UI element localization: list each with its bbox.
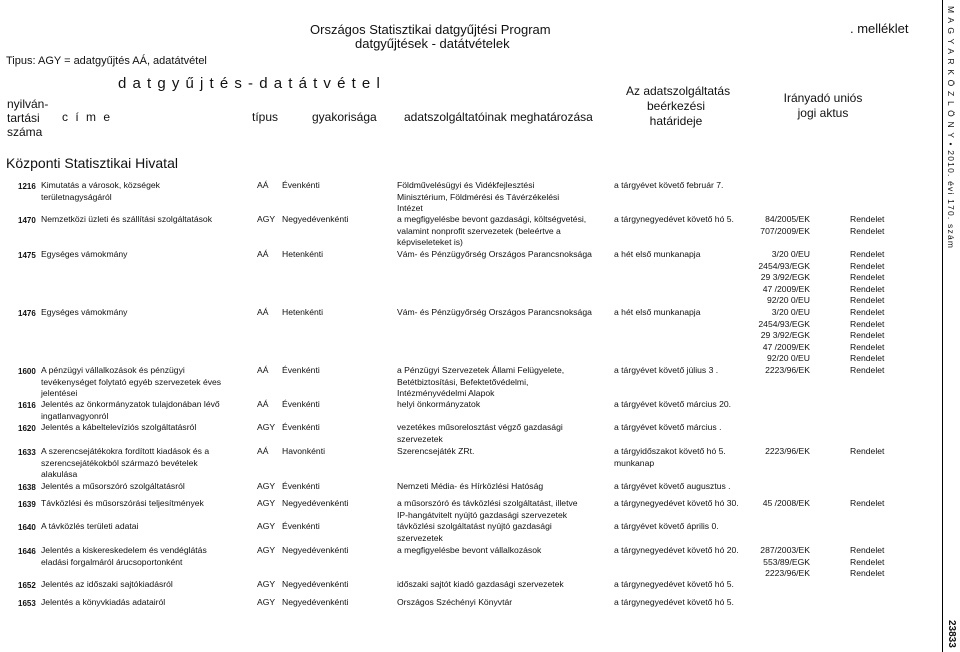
col-nyilv-line3: száma [7, 125, 43, 139]
row-frequency [282, 214, 348, 226]
row-title-line: A szerencsejátékokra fordított kiadások és a [41, 446, 210, 456]
col-hatarido-line3: határideje [649, 114, 703, 128]
row-title [41, 579, 173, 591]
page-number: 23833 [946, 620, 957, 648]
row-frequency-line: Évenkénti [282, 180, 320, 190]
row-type-line: AGY [257, 579, 276, 589]
row-type-line: AÁ [257, 365, 269, 375]
program-title-line1: Országos Statisztikai datgyűjtési Program [310, 22, 551, 37]
row-deadline-line: a tárgynegyedévet követő hó 30. [614, 498, 739, 508]
row-title-line: Jelentés a kábeltelevíziós szolgáltatásról [41, 422, 197, 432]
row-deadline-line: a tárgyévet követő április 0. [614, 521, 719, 531]
row-deadline-line: a tárgynegyedévet követő hó 5. [614, 597, 734, 607]
row-legal-act [746, 249, 810, 307]
row-legal-act [746, 214, 810, 237]
row-type [257, 422, 275, 434]
row-data-provider [397, 579, 564, 591]
row-data-provider [397, 214, 586, 249]
row-title-line: alakulása [41, 469, 78, 479]
col-hatarido-line2: beérkezési [646, 99, 706, 113]
row-data-provider [397, 422, 563, 445]
row-title-line: ingatlanvagyonról [41, 410, 109, 421]
row-legal-act-type [850, 498, 884, 510]
row-legal-act-line: 29 3/92/EGK [760, 330, 810, 340]
row-frequency-line: Negyedévenkénti [282, 545, 349, 555]
row-title-line: tevékenységet folytató egyéb szervezetek éves [41, 376, 222, 387]
row-frequency-line: Évenkénti [282, 422, 320, 432]
row-legal-act-line: 2223/96/EK [765, 568, 810, 578]
row-type-line: AÁ [257, 307, 269, 317]
row-number-line: 1639 [18, 500, 36, 509]
row-title-line: A pénzügyi vállalkozások és pénzügyi [41, 365, 185, 375]
row-legal-act-type-line: Rendelet [850, 330, 885, 340]
section-title-adatgyujtes-adatatvetel: d a t g y ű j t é s - d a t á t v é t e l [118, 75, 381, 92]
row-deadline-line: a tárgyévet követő március 20. [614, 399, 732, 409]
row-type-line: AGY [257, 481, 276, 491]
row-title [41, 249, 127, 261]
type-legend: Tipus: AGY = adatgyűjtés AÁ, adatátvétel [6, 55, 207, 67]
row-type-line: AÁ [257, 249, 269, 259]
row-frequency [282, 481, 320, 493]
row-legal-act-line: 29 3/92/EGK [760, 272, 810, 282]
row-number [18, 546, 36, 558]
row-data-provider-line: Nemzeti Média- és Hírközlési Hatóság [397, 481, 544, 491]
column-header-jogi-aktus [778, 91, 868, 121]
row-frequency [282, 365, 320, 377]
row-number [18, 447, 36, 459]
row-number-line: 1476 [18, 309, 36, 318]
row-legal-act [746, 446, 810, 458]
institution-heading: Központi Statisztikai Hivatal [6, 155, 178, 171]
row-legal-act-line: 92/20 0/EU [767, 353, 810, 363]
row-deadline-line: a tárgynegyedévet követő hó 5. [614, 579, 734, 589]
row-legal-act-line: 2223/96/EK [765, 446, 810, 456]
program-title-line2: datgyűjtések - datátvételek [355, 36, 510, 51]
row-legal-act-line: 2454/93/EGK [758, 318, 810, 329]
row-data-provider-line: a Pénzügyi Szervezetek Állami Felügyelete, [397, 365, 565, 375]
row-legal-act-type [850, 446, 884, 458]
row-frequency [282, 180, 320, 192]
row-number-line: 1638 [18, 483, 36, 492]
row-type [257, 597, 275, 609]
row-deadline-line: a tárgynegyedévet követő hó 20. [614, 545, 739, 555]
row-frequency-line: Havonkénti [282, 446, 325, 456]
row-frequency-line: Negyedévenkénti [282, 579, 349, 589]
row-data-provider [397, 399, 480, 411]
row-number-line: 1653 [18, 599, 36, 608]
row-legal-act-type-line: Rendelet [850, 283, 885, 294]
row-legal-act-line: 92/20 0/EU [767, 295, 810, 305]
row-legal-act [746, 545, 810, 580]
row-legal-act-line: 47 /2009/EK [762, 283, 810, 294]
row-type-line: AGY [257, 521, 276, 531]
row-data-provider-line: IP-hangátvitelt nyújtó gazdasági szervezetek [397, 509, 568, 520]
row-data-provider-line: a megfigyelésbe bevont gazdasági, költségvetési, [397, 214, 587, 224]
row-number [18, 522, 36, 534]
col-jogi-line2: jogi aktus [797, 106, 849, 120]
row-frequency-line: Hetenkénti [282, 307, 324, 317]
row-data-provider [397, 307, 592, 319]
row-legal-act-type-line: Rendelet [850, 295, 885, 305]
row-number-line: 1475 [18, 251, 36, 260]
row-legal-act [746, 498, 810, 510]
row-title [41, 180, 160, 203]
row-title [41, 498, 204, 510]
row-type-line: AGY [257, 498, 276, 508]
row-deadline [614, 579, 734, 591]
row-data-provider-line: időszaki sajtót kiadó gazdasági szervezetek [397, 579, 564, 589]
column-header-cime: c í m e [62, 110, 113, 124]
row-deadline-line: munkanap [614, 457, 655, 468]
row-frequency-line: Évenkénti [282, 365, 320, 375]
row-number-line: 1620 [18, 424, 36, 433]
row-deadline [614, 597, 734, 609]
row-legal-act-line: 47 /2009/EK [762, 341, 810, 352]
column-header-adatszolgaltatok: adatszolgáltatóinak meghatározása [404, 110, 593, 124]
row-data-provider-line: Intézet [397, 203, 423, 213]
row-frequency-line: Negyedévenkénti [282, 597, 349, 607]
col-hatarido-line1: Az adatszolgáltatás [626, 84, 731, 98]
row-deadline [614, 214, 734, 226]
row-title-line: Kimutatás a városok, községek [41, 180, 160, 190]
row-frequency [282, 307, 323, 319]
row-data-provider-line: a megfigyelésbe bevont vállalkozások [397, 545, 542, 555]
row-legal-act-line: 3/20 0/EU [771, 249, 810, 259]
row-data-provider-line: valamint nonprofit szervezetek (beleértve a [397, 225, 561, 236]
row-deadline [614, 422, 721, 434]
row-deadline-line: a tárgynegyedévet követő hó 5. [614, 214, 734, 224]
row-title-line: Egységes vámokmány [41, 307, 128, 317]
row-data-provider-line: Országos Széchényi Könyvtár [397, 597, 513, 607]
row-number [18, 366, 36, 378]
row-legal-act-line: 287/2003/EK [760, 545, 810, 555]
row-number [18, 482, 36, 494]
row-type-line: AGY [257, 545, 276, 555]
row-number [18, 423, 36, 435]
row-legal-act-type-line: Rendelet [850, 568, 885, 578]
row-deadline-line: a tárgyidőszakot követő hó 5. [614, 446, 726, 456]
row-deadline [614, 180, 723, 192]
row-legal-act-type-line: Rendelet [850, 225, 885, 236]
row-data-provider-line: távközlési szolgáltatást nyújtó gazdasági [397, 521, 552, 531]
row-number-line: 1652 [18, 581, 36, 590]
row-number [18, 308, 36, 320]
row-legal-act [746, 307, 810, 365]
row-type-line: AGY [257, 422, 276, 432]
row-title [41, 422, 196, 434]
row-title-line: Egységes vámokmány [41, 249, 128, 259]
column-header-nyilvantartasi-szama [7, 97, 48, 139]
row-type [257, 307, 268, 319]
row-data-provider-line: vezetékes műsorelosztást végző gazdasági [397, 422, 563, 432]
row-frequency-line: Évenkénti [282, 521, 320, 531]
row-data-provider-line: Betétbiztosítási, Befektetővédelmi, [397, 376, 529, 387]
row-deadline [614, 481, 731, 493]
row-deadline-line: a hét első munkanapja [614, 307, 701, 317]
row-data-provider [397, 180, 559, 215]
row-frequency [282, 521, 320, 533]
row-title-line: Távközlési és műsorszórási teljesítmények [41, 498, 204, 508]
row-number-line: 1470 [18, 216, 36, 225]
row-title [41, 545, 207, 568]
row-legal-act-type [850, 365, 884, 377]
row-data-provider-line: szervezetek [397, 532, 443, 543]
row-legal-act-line: 3/20 0/EU [771, 307, 810, 317]
row-number [18, 580, 36, 592]
row-legal-act-type-line: Rendelet [850, 260, 885, 271]
melleklet-label: . melléklet [850, 21, 909, 36]
row-title [41, 214, 212, 226]
row-data-provider-line: Szerencsejáték ZRt. [397, 446, 475, 456]
row-data-provider [397, 249, 592, 261]
row-number [18, 598, 36, 610]
row-title [41, 481, 185, 493]
row-deadline [614, 399, 731, 411]
row-legal-act-line: 84/2005/EK [765, 214, 810, 224]
row-frequency-line: Negyedévenkénti [282, 214, 349, 224]
row-data-provider-line: szervezetek [397, 433, 443, 444]
row-frequency-line: Hetenkénti [282, 249, 324, 259]
row-type [257, 498, 275, 510]
row-deadline-line: a tárgyévet követő július 3 . [614, 365, 719, 375]
row-frequency-line: Negyedévenkénti [282, 498, 349, 508]
row-type-line: AÁ [257, 446, 269, 456]
row-title [41, 399, 220, 422]
row-legal-act-line: 707/2009/EK [760, 225, 810, 236]
row-number [18, 181, 36, 193]
row-frequency [282, 597, 348, 609]
row-data-provider-line: helyi önkormányzatok [397, 399, 481, 409]
row-number [18, 250, 36, 262]
column-header-beerkezesi-hatarido [626, 84, 731, 129]
row-title-line: területnagyságáról [41, 191, 112, 202]
row-title [41, 521, 138, 533]
row-legal-act-type [850, 214, 884, 237]
row-legal-act-type-line: Rendelet [850, 446, 885, 456]
journal-sidebar [942, 0, 960, 652]
row-number [18, 499, 36, 511]
row-data-provider [397, 545, 541, 557]
row-legal-act-type-line: Rendelet [850, 214, 885, 224]
row-legal-act-type [850, 249, 884, 307]
row-number [18, 400, 36, 412]
row-frequency [282, 249, 323, 261]
row-legal-act-type-line: Rendelet [850, 545, 885, 555]
row-deadline [614, 446, 726, 469]
row-type [257, 365, 268, 377]
row-data-provider [397, 521, 552, 544]
row-legal-act-type-line: Rendelet [850, 498, 885, 508]
col-nyilv-line1: nyilván- [7, 97, 49, 111]
row-deadline-line: a tárgyévet követő március . [614, 422, 722, 432]
row-title-line: Jelentés az önkormányzatok tulajdonában lévő [41, 399, 220, 409]
row-title-line: Jelentés a kiskereskedelem és vendéglátás [41, 545, 207, 555]
row-title-line: Jelentés az időszaki sajtókiadásról [41, 579, 173, 589]
row-type [257, 214, 275, 226]
row-frequency [282, 399, 320, 411]
row-data-provider-line: Minisztérium, Földmérési és Távérzékelési [397, 191, 560, 202]
row-type [257, 249, 268, 261]
row-legal-act-type-line: Rendelet [850, 272, 885, 282]
row-legal-act-type-line: Rendelet [850, 365, 885, 375]
row-legal-act-type-line: Rendelet [850, 341, 885, 352]
row-data-provider [397, 498, 578, 521]
row-number-line: 1616 [18, 401, 36, 410]
row-type-line: AÁ [257, 399, 269, 409]
column-header-gyakorisaga: gyakorisága [312, 110, 377, 124]
column-header-tipus: típus [252, 110, 279, 124]
row-data-provider [397, 365, 564, 400]
row-data-provider-line: Vám- és Pénzügyőrség Országos Parancsnoksága [397, 249, 592, 259]
row-legal-act-type-line: Rendelet [850, 249, 885, 259]
row-data-provider [397, 597, 512, 609]
row-title-line: Nemzetközi üzleti és szállítási szolgáltatások [41, 214, 212, 224]
row-frequency [282, 498, 348, 510]
row-deadline [614, 521, 719, 533]
row-number-line: 1640 [18, 523, 36, 532]
row-type-line: AGY [257, 597, 276, 607]
col-nyilv-line2: tartási [7, 111, 40, 125]
row-deadline [614, 249, 700, 261]
row-title-line: eladási forgalmáról árucsoportonként [41, 556, 183, 567]
row-number-line: 1600 [18, 367, 36, 376]
row-frequency-line: Évenkénti [282, 481, 320, 491]
row-data-provider-line: a műsorszóró és távközlési szolgáltatást, illetve [397, 498, 578, 508]
row-legal-act-line: 553/89/EGK [763, 556, 810, 567]
row-title-line: Jelentés a műsorszóró szolgáltatásról [41, 481, 185, 491]
row-legal-act-line: 45 /2008/EK [762, 498, 810, 508]
row-type-line: AGY [257, 214, 276, 224]
row-legal-act-line: 2223/96/EK [765, 365, 810, 375]
row-frequency [282, 446, 325, 458]
row-legal-act [746, 365, 810, 377]
row-legal-act-type [850, 545, 884, 580]
row-title [41, 446, 209, 481]
row-number [18, 215, 36, 227]
row-deadline-line: a hét első munkanapja [614, 249, 701, 259]
row-type [257, 399, 268, 411]
row-title-line: szerencsejátékokból származó bevételek [41, 457, 198, 468]
row-legal-act-line: 2454/93/EGK [758, 260, 810, 271]
row-legal-act-type-line: Rendelet [850, 307, 885, 317]
row-number-line: 1633 [18, 448, 36, 457]
sidebar-divider [942, 0, 943, 652]
row-number-line: 1646 [18, 547, 36, 556]
row-data-provider-line: Földművelésügyi és Vidékfejlesztési [397, 180, 535, 190]
row-title [41, 365, 221, 400]
row-number-line: 1216 [18, 182, 36, 191]
row-frequency [282, 422, 320, 434]
row-deadline-line: a tárgyévet követő augusztus . [614, 481, 731, 491]
row-frequency [282, 579, 348, 591]
row-type [257, 180, 268, 192]
row-frequency-line: Évenkénti [282, 399, 320, 409]
row-frequency [282, 545, 348, 557]
row-deadline [614, 307, 700, 319]
row-data-provider-line: képviseleteket is) [397, 237, 463, 247]
row-type [257, 521, 275, 533]
row-data-provider [397, 446, 474, 458]
row-type [257, 481, 275, 493]
row-legal-act-type-line: Rendelet [850, 556, 885, 567]
row-type [257, 579, 275, 591]
row-type-line: AÁ [257, 180, 269, 190]
row-deadline [614, 365, 718, 377]
row-legal-act-type [850, 307, 884, 365]
row-legal-act-type-line: Rendelet [850, 353, 885, 363]
row-deadline [614, 498, 739, 510]
row-data-provider-line: Intézményvédelmi Alapok [397, 388, 495, 398]
row-deadline-line: a tárgyévet követő február 7. [614, 180, 724, 190]
row-data-provider [397, 481, 543, 493]
row-legal-act-type-line: Rendelet [850, 318, 885, 329]
row-deadline [614, 545, 739, 557]
row-title-line: Jelentés a könyvkiadás adatairól [41, 597, 166, 607]
row-title-line: jelentései [41, 388, 78, 398]
journal-title: M A G Y A R K Ö Z L Ö N Y • 2010. évi 170. szám [946, 6, 956, 250]
row-type [257, 446, 268, 458]
row-data-provider-line: Vám- és Pénzügyőrség Országos Parancsnoksága [397, 307, 592, 317]
row-type [257, 545, 275, 557]
col-jogi-line1: Irányadó uniós [783, 91, 863, 105]
row-title [41, 597, 165, 609]
row-title [41, 307, 127, 319]
row-title-line: A távközlés területi adatai [41, 521, 139, 531]
